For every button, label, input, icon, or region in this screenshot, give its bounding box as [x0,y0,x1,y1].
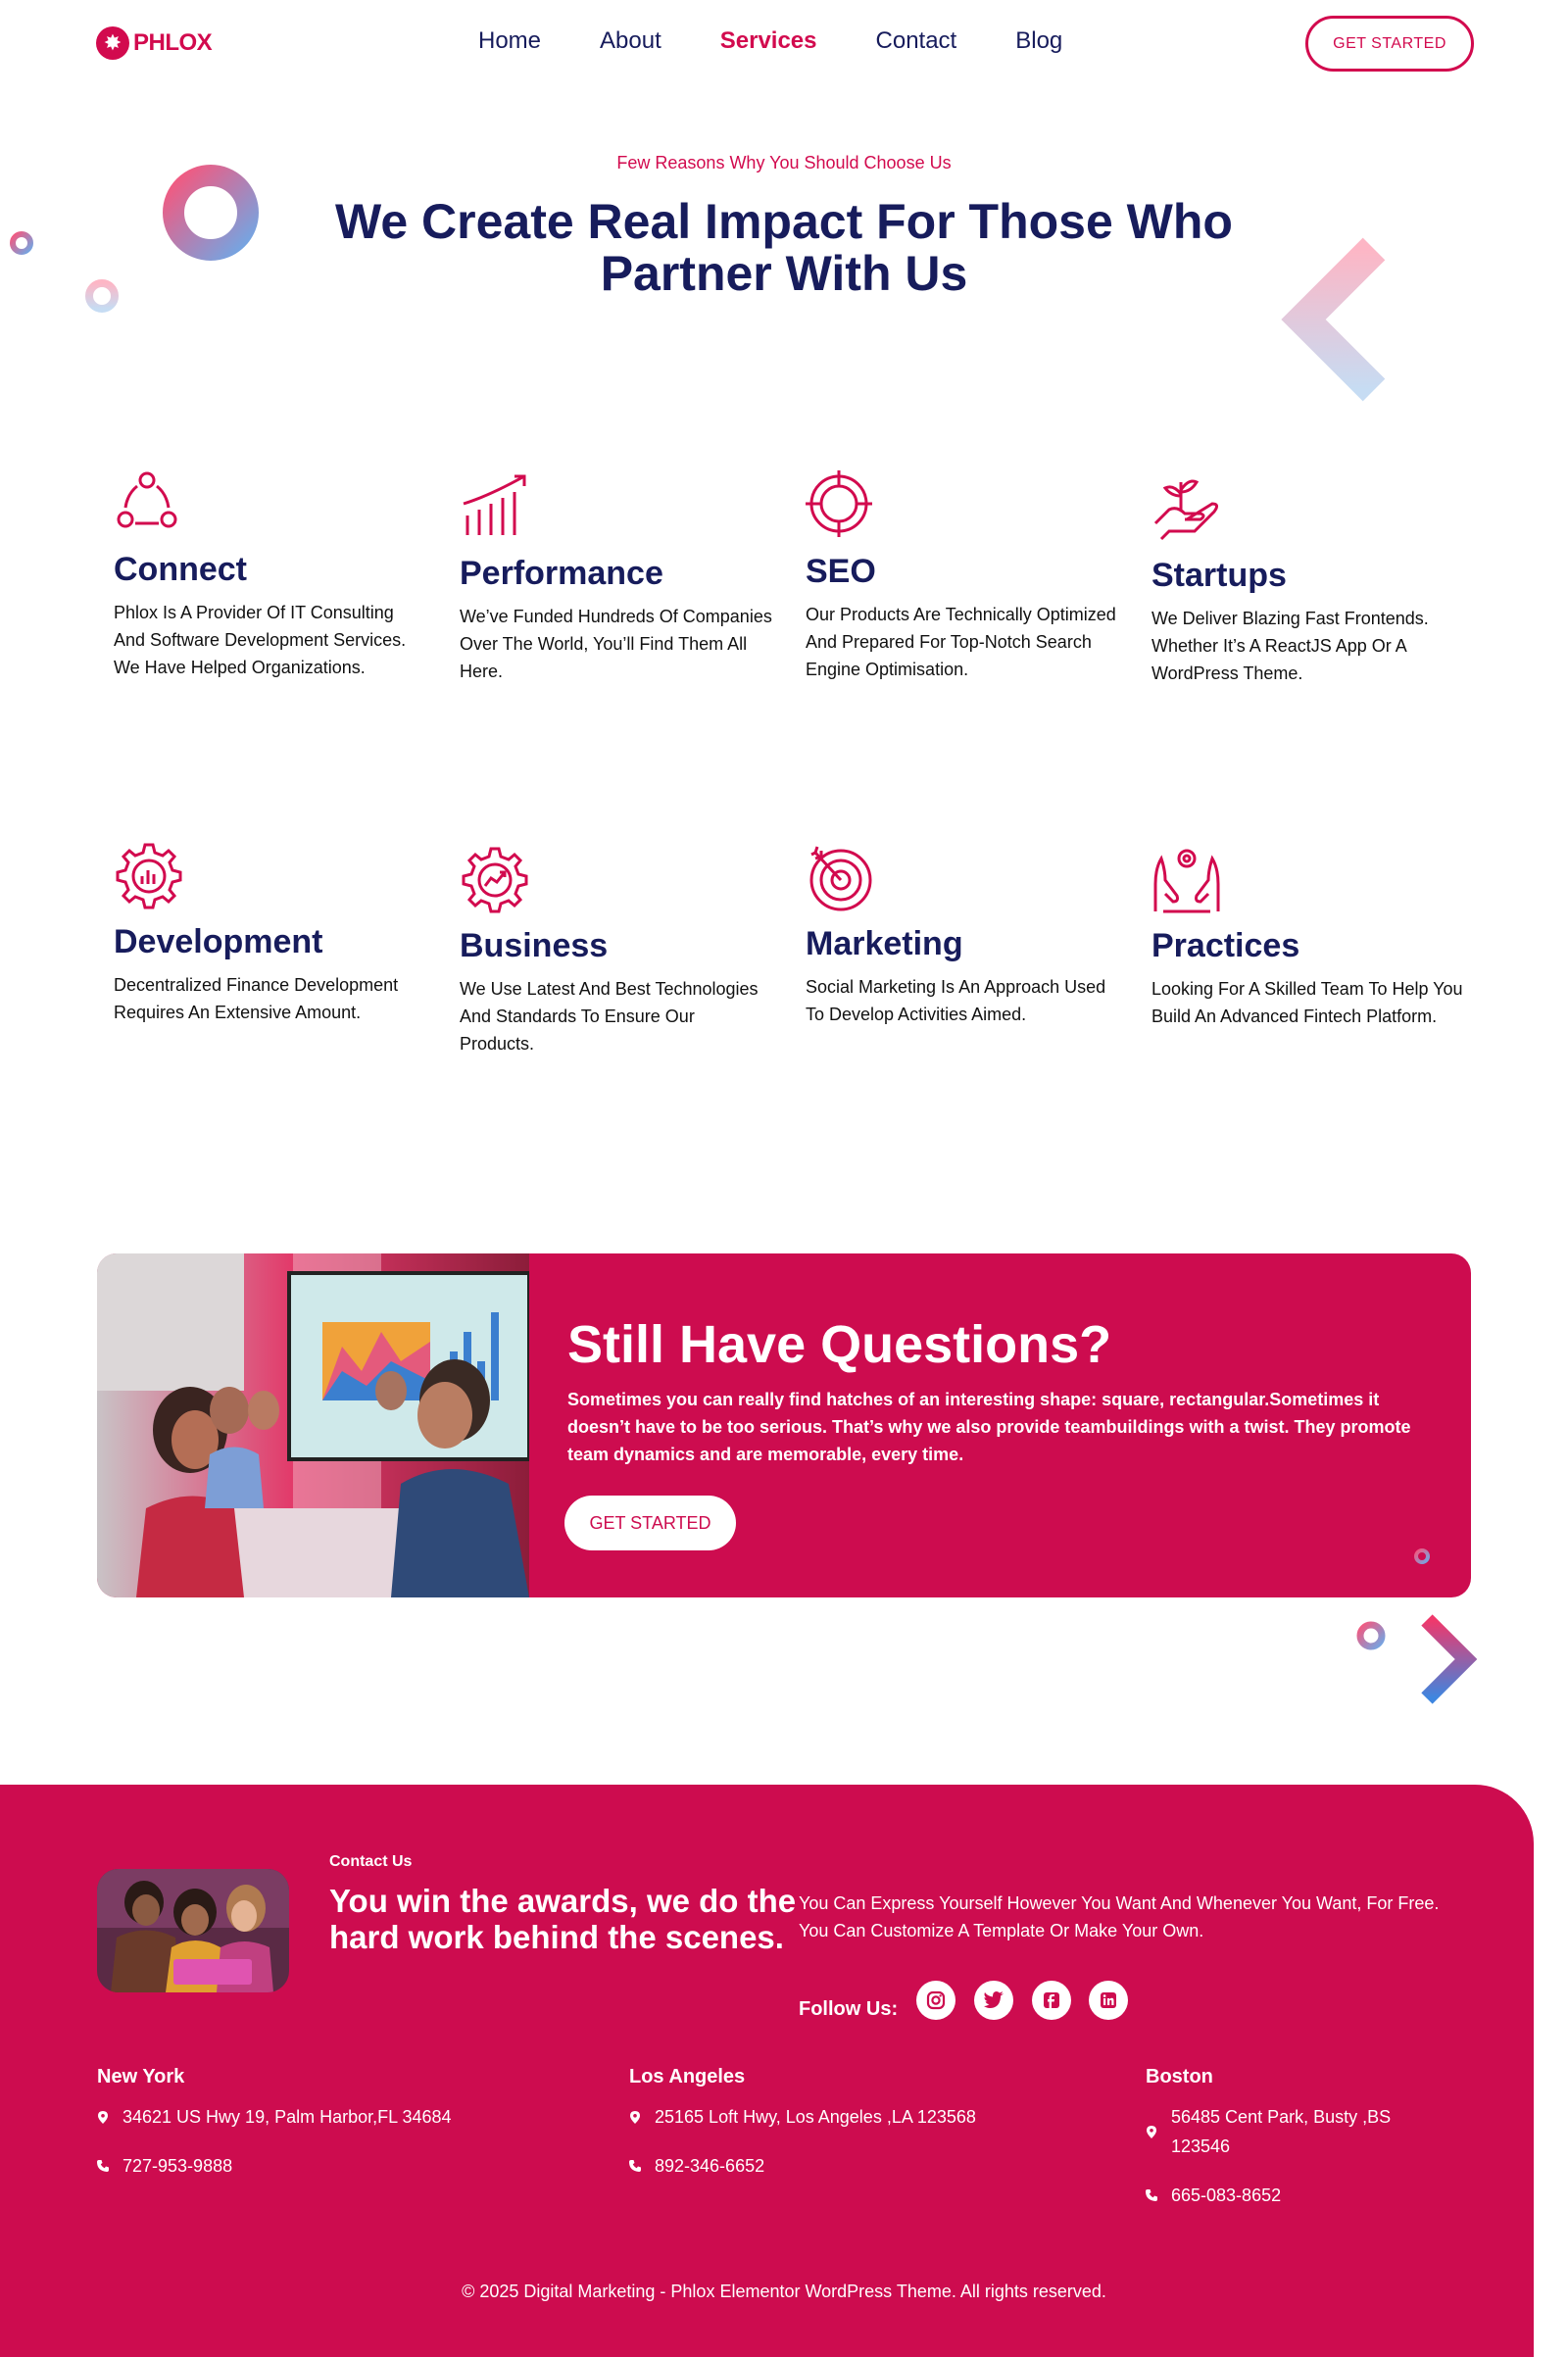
decor-ring-large [160,162,262,264]
seo-target-icon [806,470,876,541]
development-gear-icon [114,841,184,911]
linkedin-icon[interactable] [1089,1981,1128,2020]
feature-text: Decentralized Finance Development Requires An Extensive Amount. [114,975,399,1022]
location-new-york [97,2066,489,2181]
feature-text: We Use Latest And Best Technologies And Standards To Ensure Our Products. [460,979,759,1054]
phone-row[interactable] [97,2151,489,2181]
nav-contact[interactable]: Contact [875,27,957,54]
facebook-icon[interactable] [1032,1981,1071,2020]
business-gear-icon [460,845,530,915]
feature-title: Marketing [806,925,963,962]
map-pin-icon [97,2102,109,2132]
decor-ring-mid [1354,1619,1388,1652]
cta-get-started-button[interactable]: GET STARTED [564,1496,736,1550]
address-row [1146,2102,1430,2161]
feature-text: We’ve Funded Hundreds Of Companies Over The World, You’ll Find Them All Here. [460,607,772,681]
main-nav [478,27,1121,55]
address-row [97,2102,489,2132]
location-los-angeles [629,2066,1041,2181]
footer-team-image [97,1869,289,1992]
address-text: 56485 Cent Park, Busty ,BS 123546 [1171,2107,1392,2156]
phone-text: 665-083-8652 [1171,2185,1282,2205]
address-row [629,2102,1041,2132]
map-pin-icon [1146,2117,1157,2146]
phone-icon [629,2151,641,2181]
feature-title: Business [460,927,609,964]
location-boston [1146,2066,1430,2210]
feature-title: SEO [806,553,876,590]
feature-development [114,841,427,1026]
decor-chevron-right [1411,1612,1490,1710]
plant-hand-icon [1152,474,1222,545]
phone-text: 727-953-9888 [122,2156,233,2176]
phone-text: 892-346-6652 [655,2156,765,2176]
city-name: Los Angeles [629,2066,746,2087]
feature-title: Startups [1152,557,1287,594]
footer-eyebrow: Contact Us [329,1853,413,1870]
section-eyebrow: Few Reasons Why You Should Choose Us [616,153,952,172]
feature-connect [114,468,427,681]
practices-hands-icon [1152,845,1222,915]
performance-icon [460,472,530,543]
phone-row[interactable] [1146,2181,1430,2210]
copyright: © 2025 Digital Marketing - Phlox Elementor WordPress Theme. All rights reserved. [462,2282,1106,2301]
phone-row[interactable] [629,2151,1041,2181]
section-title: We Create Real Impact For Those Who Partner With Us [335,194,1233,301]
feature-title: Practices [1152,927,1300,964]
map-pin-icon [629,2102,641,2132]
feature-marketing [806,843,1119,1028]
marketing-target-icon [806,843,876,913]
decor-ring-tiny [1412,1547,1432,1566]
connect-icon [114,468,184,539]
decor-ring-small [8,229,35,257]
feature-performance [460,472,773,685]
follow-us-label: Follow Us: [799,1998,899,2020]
feature-startups [1152,474,1465,687]
city-name: Boston [1146,2066,1213,2087]
footer-text: You Can Express Yourself However You Want And Whenever You Want, For Free. You Can Customize A Template Or Make Your Own. [799,1893,1440,1940]
feature-text: Our Products Are Technically Optimized And Prepared For Top-Notch Search Engine Optimisation. [806,605,1116,679]
cta-title: Still Have Questions? [567,1315,1112,1374]
decor-chevron-left [1264,231,1392,408]
feature-text: Looking For A Skilled Team To Help You Build An Advanced Fintech Platform. [1152,979,1463,1026]
feature-business [460,845,773,1057]
team-meeting-image [97,1253,529,1597]
feature-title: Performance [460,555,663,592]
footer [0,1785,1534,2357]
cta-banner [97,1253,1471,1597]
address-text: 34621 US Hwy 19, Palm Harbor,FL 34684 [122,2107,452,2127]
address-text: 25165 Loft Hwy, Los Angeles ,LA 123568 [655,2107,976,2127]
feature-title: Connect [114,551,247,588]
cta-text: Sometimes you can really find hatches of an interesting shape: square, rectangular.Sometimes it doesn’t have to be too serious. That’s why we also provide teambuildings with a twist. They promote team dynamics and are memorable, every time. [567,1390,1411,1464]
footer-title: You win the awards, we do the hard work behind the scenes. [329,1883,797,1955]
nav-services[interactable]: Services [719,27,817,54]
instagram-icon[interactable] [916,1981,956,2020]
feature-text: Social Marketing Is An Approach Used To Develop Activities Aimed. [806,977,1106,1024]
logo-text: PHLOX [133,29,213,56]
get-started-button[interactable]: GET STARTED [1305,16,1474,72]
twitter-icon[interactable] [974,1981,1013,2020]
feature-text: Phlox Is A Provider Of IT Consulting And Software Development Services. We Have Helped Organizations. [114,603,407,677]
phone-icon [1146,2181,1157,2210]
feature-practices [1152,845,1465,1030]
city-name: New York [97,2066,185,2087]
feature-seo [806,470,1119,683]
nav-about[interactable]: About [600,27,662,54]
nav-blog[interactable]: Blog [1015,27,1063,54]
decor-ring-soft [82,276,122,316]
logo[interactable] [96,26,212,60]
feature-title: Development [114,923,323,960]
nav-home[interactable]: Home [478,27,542,54]
logo-star-icon: ✸ [96,26,129,60]
feature-text: We Deliver Blazing Fast Frontends. Whether It’s A ReactJS App Or A WordPress Theme. [1152,609,1429,683]
phone-icon [97,2151,109,2181]
